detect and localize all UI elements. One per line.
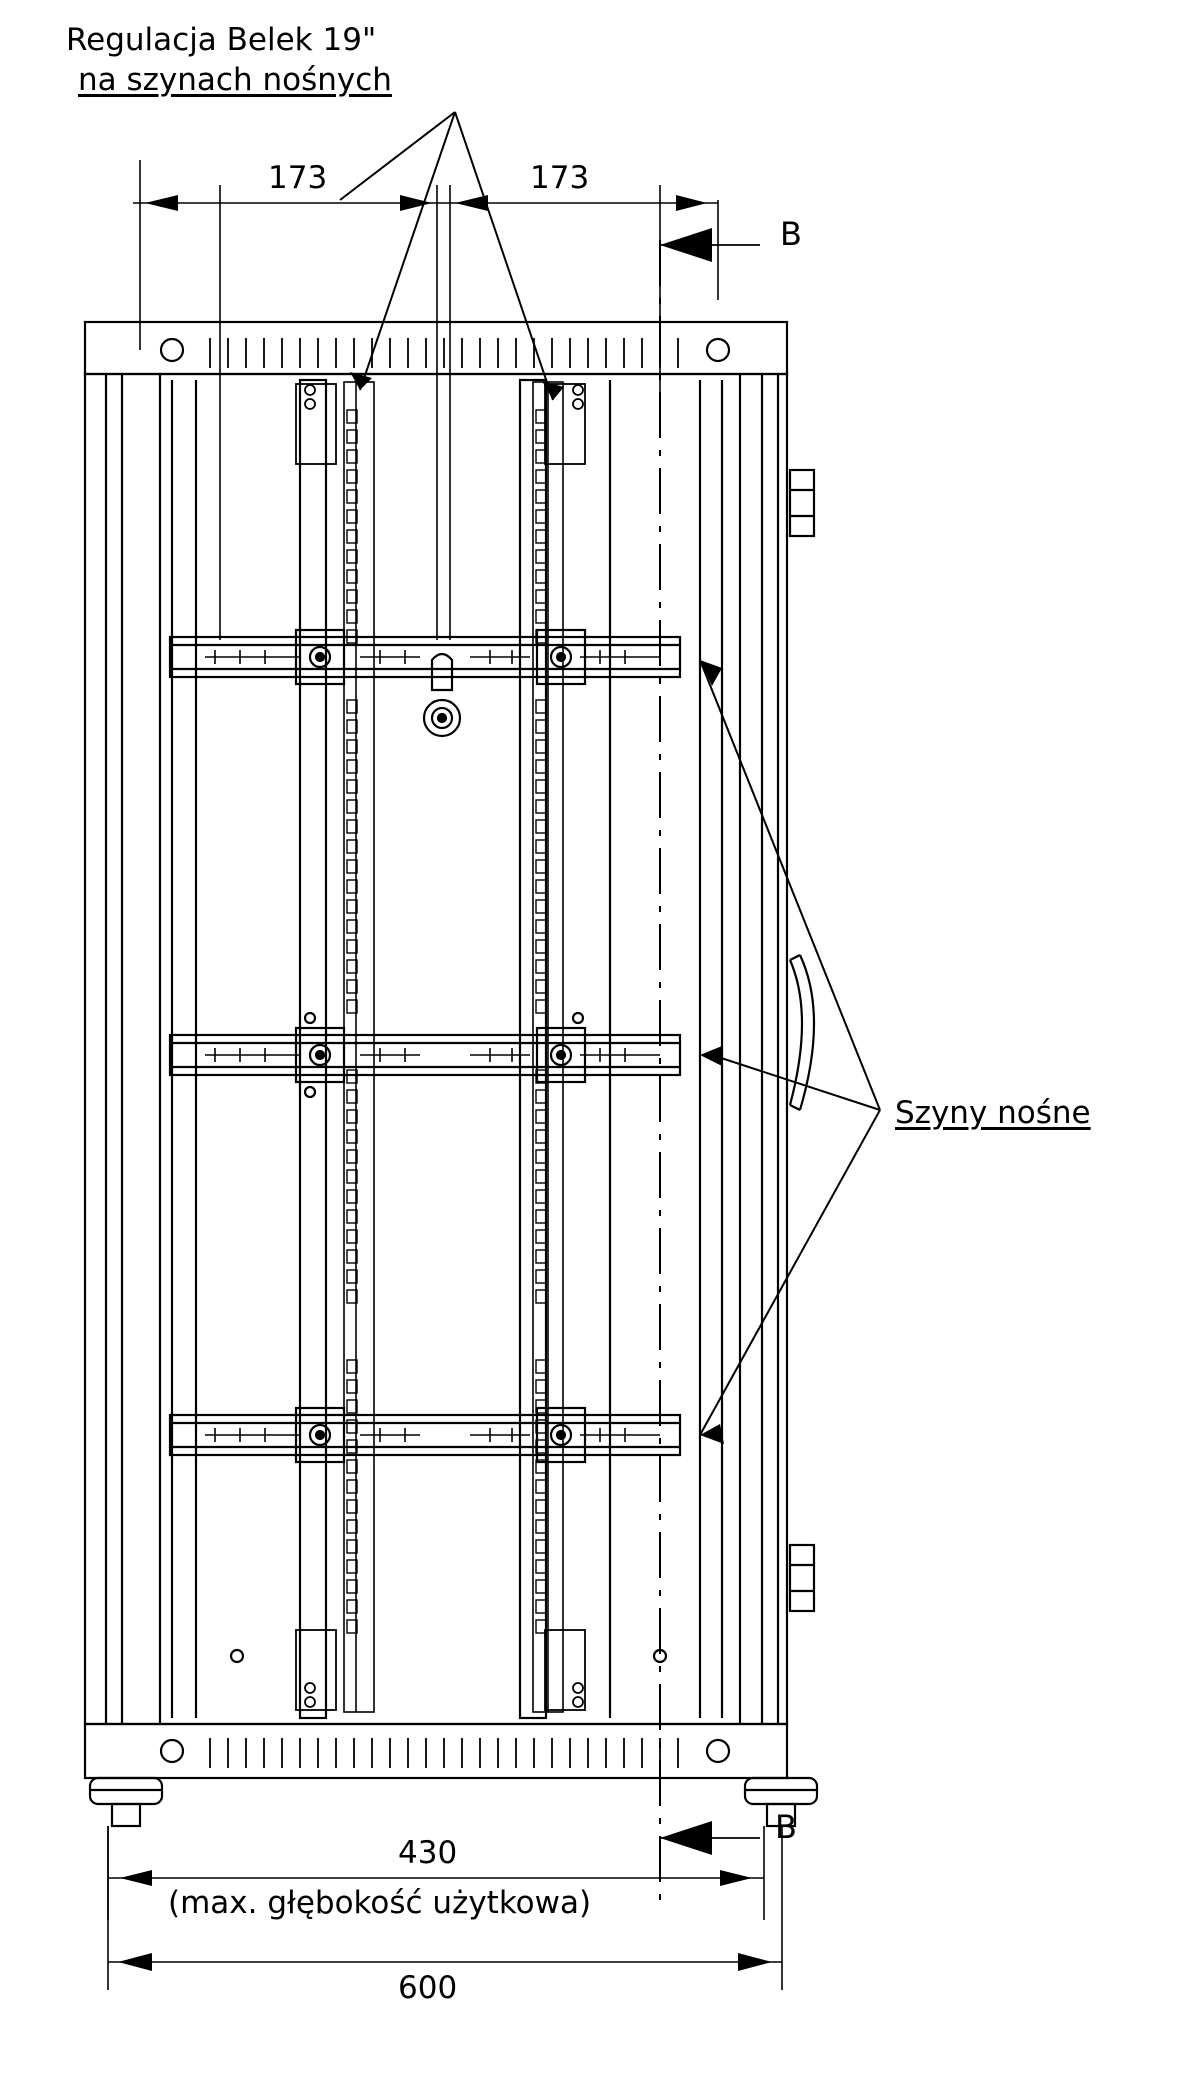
door-lock: [424, 654, 460, 736]
dim600-arrow-left: [118, 1953, 152, 1971]
dimension-173-right: 173: [530, 160, 590, 196]
section-letter-top: B: [780, 215, 802, 253]
dimension-173-left: 173: [268, 160, 328, 196]
cabinet-top-cap: [85, 322, 787, 374]
dim600-arrow-right: [738, 1953, 772, 1971]
note-top-line1: Regulacja Belek 19": [66, 22, 377, 58]
dim-arrow-4: [676, 195, 707, 211]
hinge-top: [790, 470, 814, 536]
dimension-430: 430: [398, 1835, 458, 1871]
dim430-arrow-right: [720, 1870, 752, 1886]
dim430-arrow-left: [120, 1870, 152, 1886]
dimension-top: [133, 160, 718, 640]
levelling-foot-left: [90, 1778, 162, 1826]
leader-arrow-beam1: [700, 660, 722, 686]
cabinet-bottom-cap: [85, 1724, 787, 1778]
support-beam-2: [170, 1013, 680, 1097]
rail-bracket-top-left: [296, 384, 336, 464]
cabinet-main-body: [85, 374, 787, 1724]
note-top-line2: na szynach nośnych: [78, 62, 392, 98]
section-arrow-top: [660, 228, 712, 262]
dimension-430-note: (max. głębokość użytkowa): [168, 1885, 592, 1921]
rail-bracket-bottom-right: [545, 1630, 585, 1710]
support-beam-1: [170, 630, 680, 684]
rail-bracket-bottom-left: [296, 1630, 336, 1710]
dimension-600: 600: [398, 1970, 458, 2006]
note-right-szyny-nosne: Szyny nośne: [895, 1095, 1091, 1131]
support-beam-3: [170, 1408, 680, 1462]
dim-arrow-3: [455, 195, 488, 211]
leader-lines-right-note: [700, 660, 880, 1435]
leader-arrow-beam2: [700, 1046, 722, 1066]
section-arrow-bottom: [660, 1821, 712, 1855]
dim-arrow-2: [400, 195, 432, 211]
section-letter-bottom: B: [775, 1808, 797, 1846]
dim-arrow-1: [145, 195, 178, 211]
inner-columns: [172, 380, 722, 1718]
hinge-bottom: [790, 1545, 814, 1611]
